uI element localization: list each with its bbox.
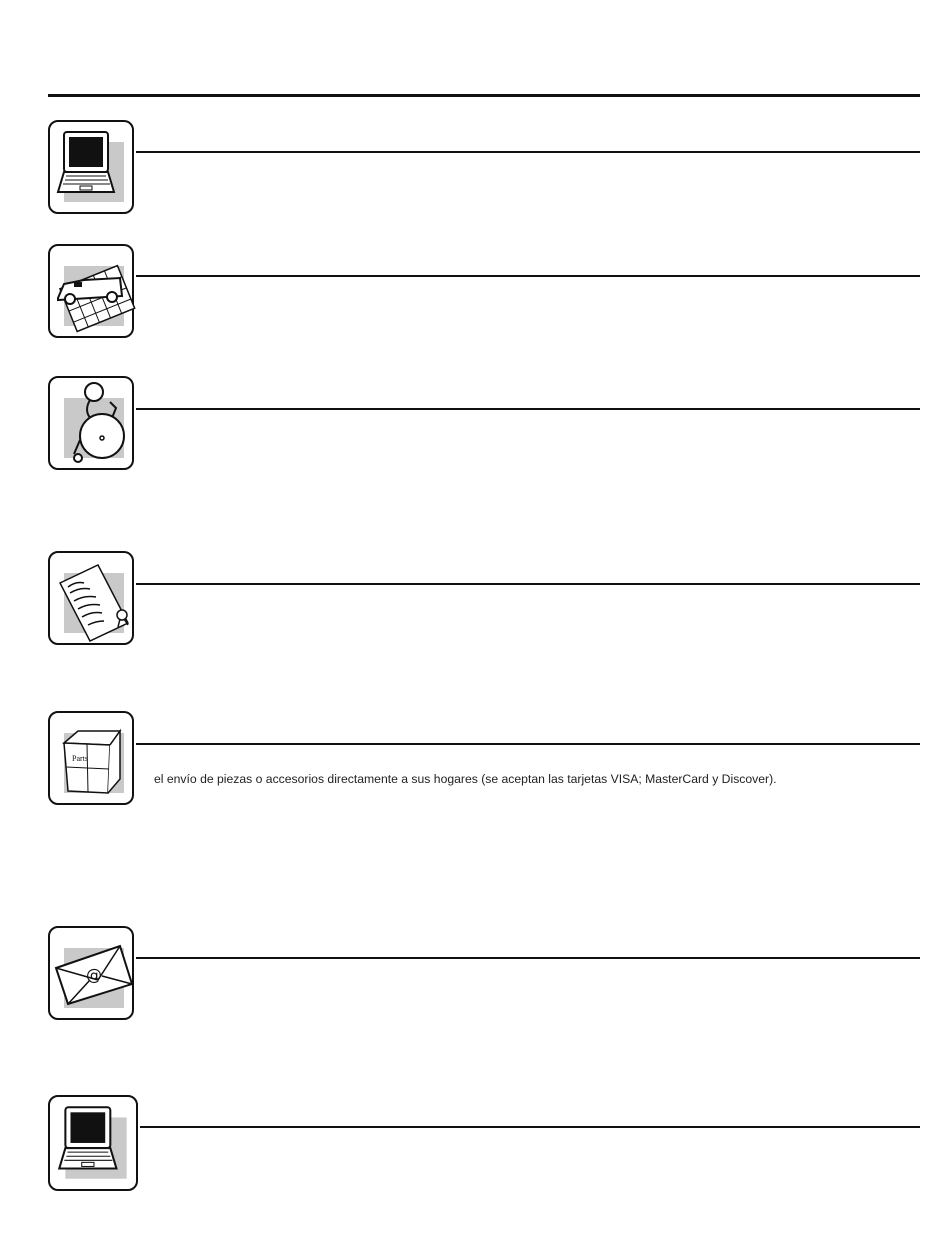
email-at-symbol: @ xyxy=(86,965,102,984)
laptop-icon xyxy=(48,1095,138,1191)
laptop-icon xyxy=(48,120,134,214)
section-rule xyxy=(136,408,920,410)
parts-box-label: Parts xyxy=(72,754,88,763)
section-rule xyxy=(136,957,920,959)
section-rule xyxy=(136,743,920,745)
section-rule xyxy=(136,151,920,153)
warranty-certificate-icon xyxy=(48,551,134,645)
section-rule xyxy=(136,275,920,277)
parts-description: el envío de piezas o accesorios directamente a sus hogares (se aceptan las tarjetas VISA; MasterCard y Discover). xyxy=(154,772,777,786)
section-rule xyxy=(140,1126,920,1128)
section-rule xyxy=(136,583,920,585)
wheelchair-icon xyxy=(48,376,134,470)
parts-box-icon xyxy=(48,711,134,805)
email-envelope-icon xyxy=(48,926,134,1020)
service-van-calendar-icon xyxy=(48,244,134,338)
header-rule xyxy=(48,94,920,97)
